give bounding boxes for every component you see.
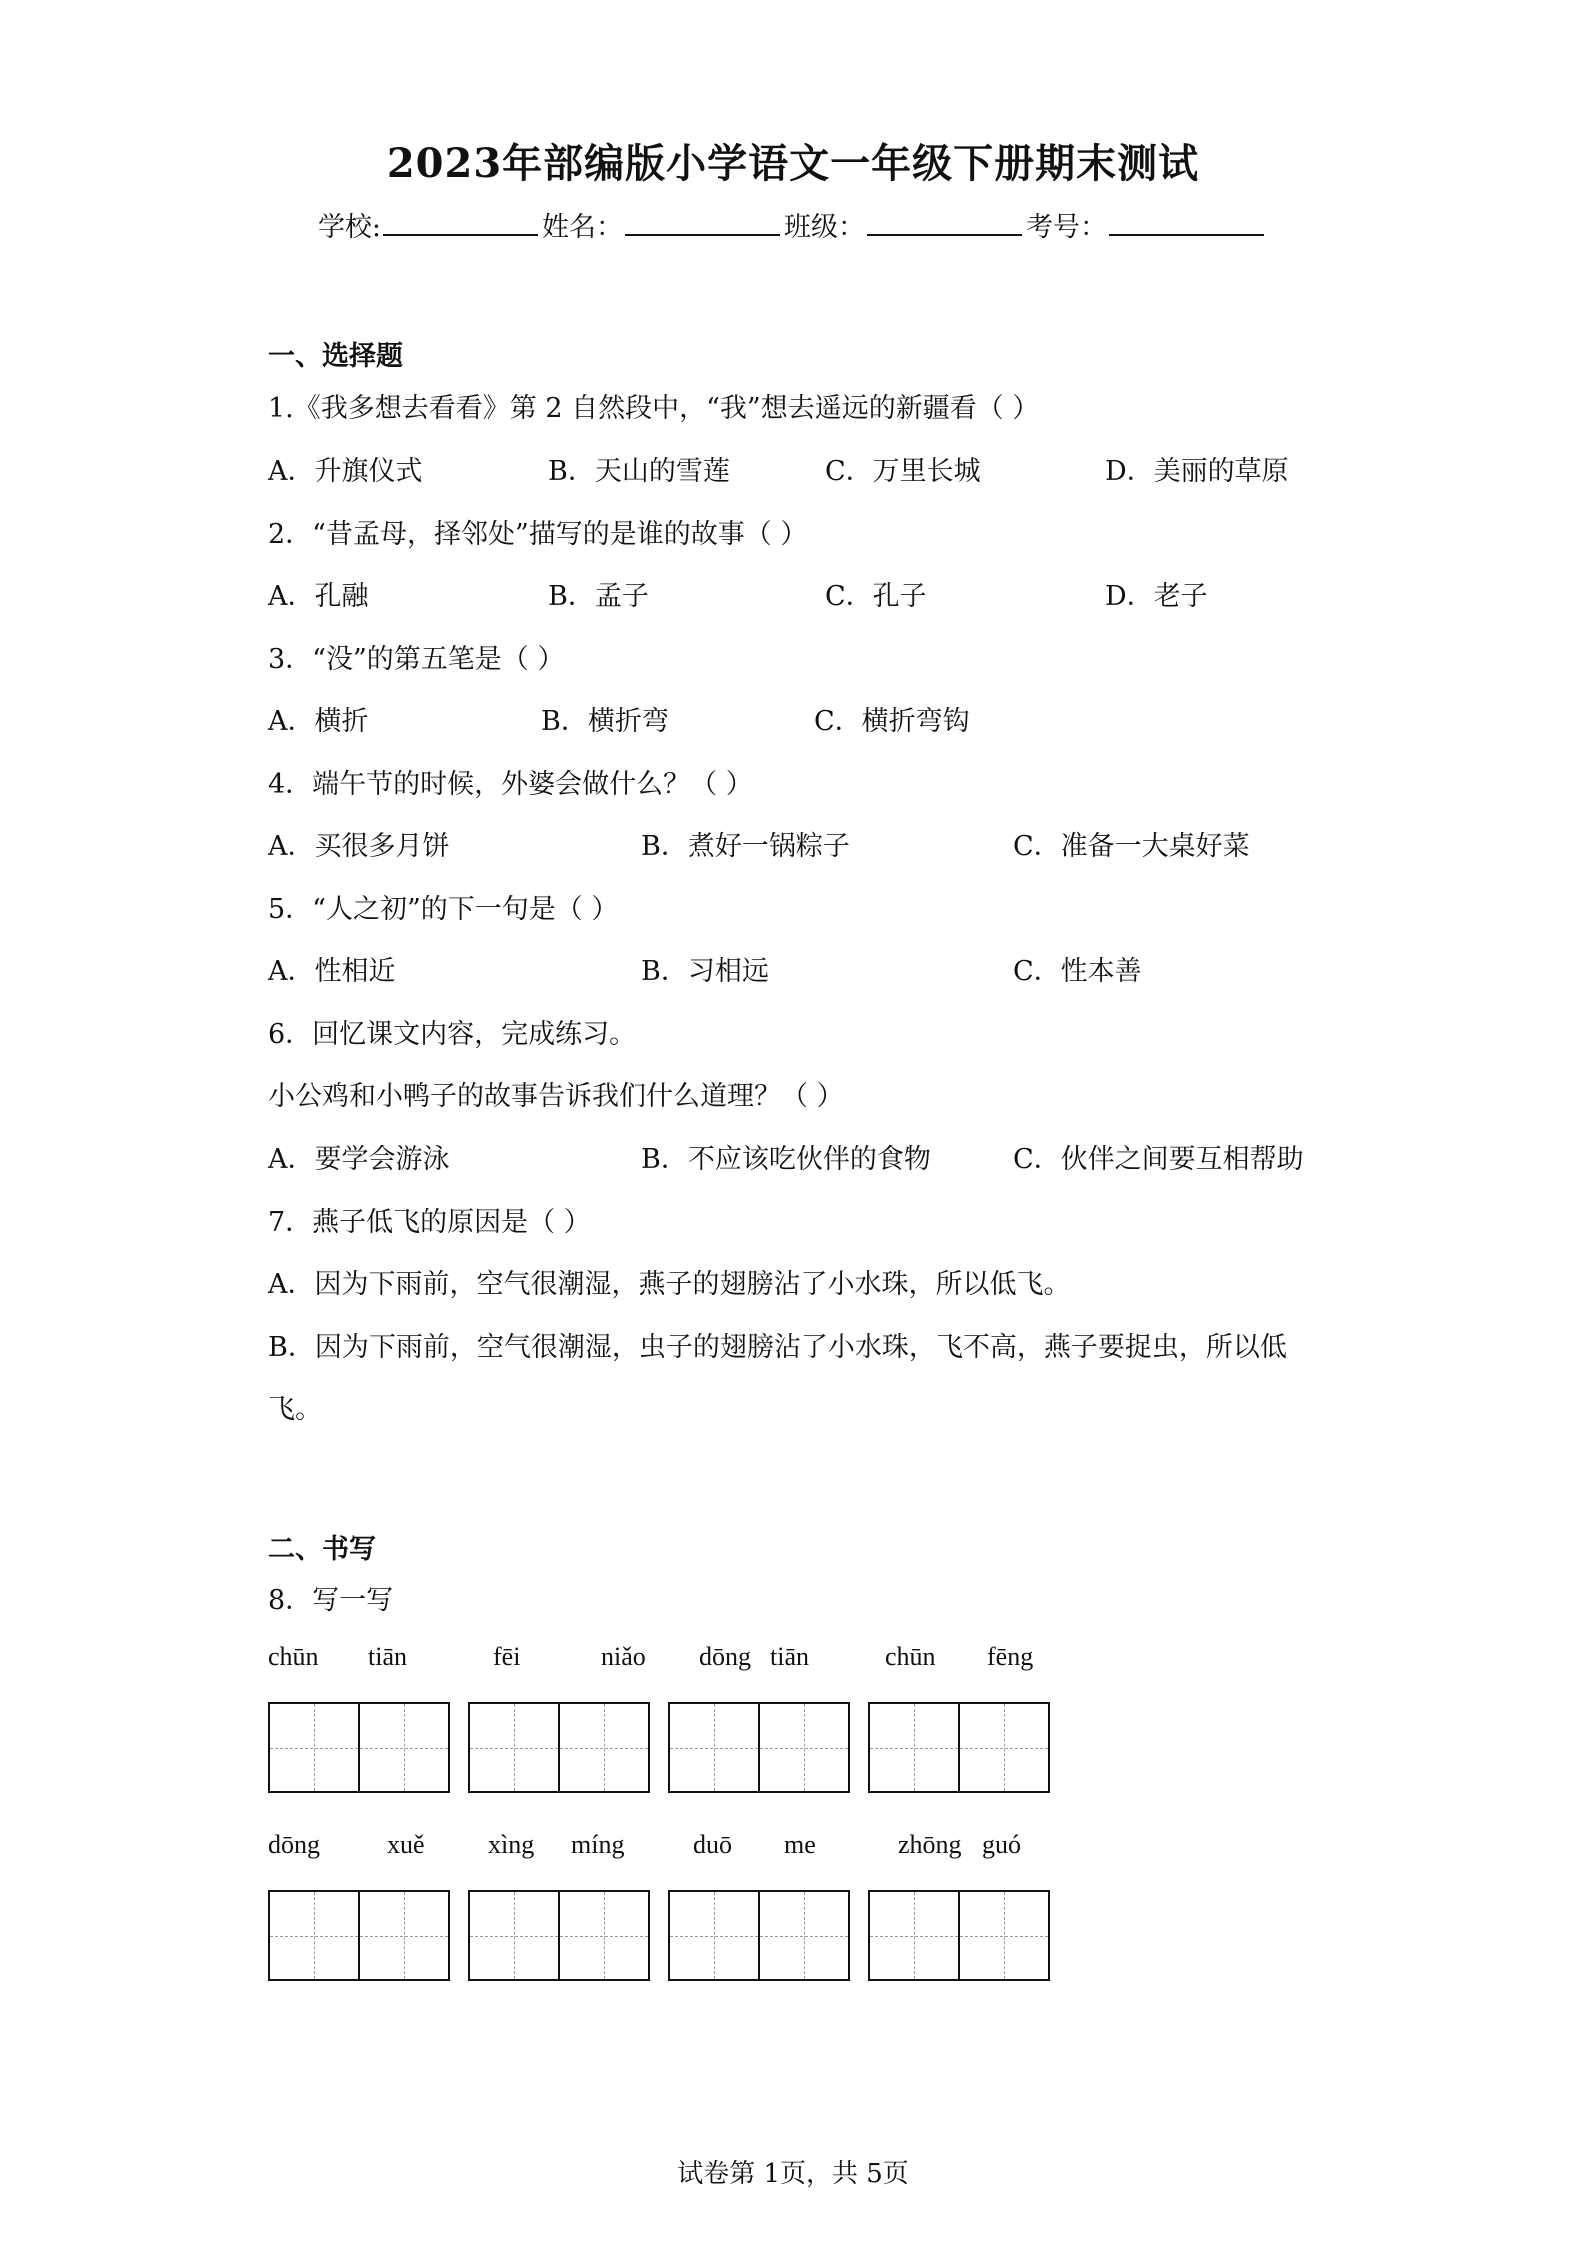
q1-option-c[interactable]: C．万里长城 xyxy=(825,456,981,487)
pinyin-label: zhōng xyxy=(898,1830,962,1859)
writing-cell[interactable] xyxy=(758,1892,848,1979)
writing-grid-dong-xue xyxy=(268,1890,450,1981)
question-5-stem: 5．“人之初”的下一句是（ ） xyxy=(268,894,619,925)
pinyin-label: míng xyxy=(571,1830,625,1859)
writing-cell[interactable] xyxy=(470,1892,558,1979)
q1-option-d[interactable]: D．美丽的草原 xyxy=(1105,456,1289,487)
pinyin-label: tiān xyxy=(368,1642,407,1671)
writing-cell[interactable] xyxy=(558,1704,648,1791)
q1-option-a[interactable]: A．升旗仪式 xyxy=(268,456,423,487)
q2-option-b[interactable]: B．孟子 xyxy=(548,581,649,612)
pinyin-label: fēi xyxy=(493,1642,521,1671)
student-info-line xyxy=(0,205,1586,244)
exam-no-label: 考号： xyxy=(1026,212,1108,243)
question-3-stem: 3．“没”的第五笔是（ ） xyxy=(268,644,565,675)
exam-no-blank[interactable] xyxy=(1109,210,1264,236)
school-label: 学校: xyxy=(317,212,382,243)
writing-grid-dong-tian xyxy=(668,1702,850,1793)
writing-cell[interactable] xyxy=(670,1892,758,1979)
q4-option-a[interactable]: A．买很多月饼 xyxy=(268,831,450,862)
question-4-stem: 4．端午节的时候，外婆会做什么？（ ） xyxy=(268,769,753,800)
q5-option-b[interactable]: B．习相远 xyxy=(641,956,769,987)
class-blank[interactable] xyxy=(867,210,1022,236)
pinyin-label: duō xyxy=(693,1830,732,1859)
section-choice-heading: 一、选择题 xyxy=(268,341,403,372)
q2-option-a[interactable]: A．孔融 xyxy=(268,581,369,612)
pinyin-label: guó xyxy=(982,1830,1021,1859)
question-2-stem: 2．“昔孟母，择邻处”描写的是谁的故事（ ） xyxy=(268,519,808,550)
writing-cell[interactable] xyxy=(470,1704,558,1791)
pinyin-label: xuě xyxy=(387,1830,425,1859)
writing-grid-chun-feng xyxy=(868,1702,1050,1793)
q3-option-a[interactable]: A．横折 xyxy=(268,706,369,737)
question-7-stem: 7．燕子低飞的原因是（ ） xyxy=(268,1207,591,1238)
page-footer: 试卷第 1页，共 5页 xyxy=(677,2159,909,2189)
pinyin-label: niǎo xyxy=(601,1642,646,1671)
question-6-stem: 6．回忆课文内容，完成练习。 xyxy=(268,1019,637,1050)
writing-cell[interactable] xyxy=(270,1704,358,1791)
writing-grid-duo-me xyxy=(668,1890,850,1981)
writing-cell[interactable] xyxy=(870,1704,958,1791)
writing-cell[interactable] xyxy=(758,1704,848,1791)
writing-grid-chunt-ian xyxy=(268,1702,450,1793)
q4-option-c[interactable]: C．准备一大桌好菜 xyxy=(1013,831,1250,862)
writing-grid-fei-niao xyxy=(468,1702,650,1793)
writing-grid-xing-ming xyxy=(468,1890,650,1981)
q5-option-c[interactable]: C．性本善 xyxy=(1013,956,1142,987)
school-blank[interactable] xyxy=(383,210,538,236)
q7-option-a[interactable]: A．因为下雨前，空气很潮湿，燕子的翅膀沾了小水珠，所以低飞。 xyxy=(268,1269,1071,1300)
question-6-subquestion: 小公鸡和小鸭子的故事告诉我们什么道理？（ ） xyxy=(268,1081,844,1112)
q1-option-b[interactable]: B．天山的雪莲 xyxy=(548,456,730,487)
q3-option-b[interactable]: B．横折弯 xyxy=(541,706,669,737)
pinyin-label: xìng xyxy=(488,1830,535,1859)
q4-option-b[interactable]: B．煮好一锅粽子 xyxy=(641,831,850,862)
writing-cell[interactable] xyxy=(670,1704,758,1791)
pinyin-label: chūn xyxy=(885,1642,936,1671)
q7-option-b-continuation: 飞。 xyxy=(268,1394,322,1425)
q6-option-b[interactable]: B．不应该吃伙伴的食物 xyxy=(641,1144,931,1175)
class-label: 班级： xyxy=(784,212,866,243)
name-blank[interactable] xyxy=(625,210,780,236)
q6-option-a[interactable]: A．要学会游泳 xyxy=(268,1144,450,1175)
q2-option-d[interactable]: D．老子 xyxy=(1105,581,1208,612)
pinyin-label: fēng xyxy=(987,1642,1034,1671)
writing-cell[interactable] xyxy=(558,1892,648,1979)
section-writing-heading: 二、书写 xyxy=(268,1534,376,1565)
pinyin-label: me xyxy=(784,1830,816,1859)
pinyin-label: tiān xyxy=(770,1642,809,1671)
q3-option-c[interactable]: C．横折弯钩 xyxy=(814,706,970,737)
q7-option-b[interactable]: B．因为下雨前，空气很潮湿，虫子的翅膀沾了小水珠，飞不高，燕子要捉虫，所以低 xyxy=(268,1332,1287,1363)
q5-option-a[interactable]: A．性相近 xyxy=(268,956,396,987)
writing-grid-zhong-guo xyxy=(868,1890,1050,1981)
q6-option-c[interactable]: C．伙伴之间要互相帮助 xyxy=(1013,1144,1304,1175)
writing-cell[interactable] xyxy=(358,1892,448,1979)
page-title: 2023年部编版小学语文一年级下册期末测试 xyxy=(386,140,1200,187)
writing-cell[interactable] xyxy=(958,1704,1048,1791)
pinyin-label: chūn xyxy=(268,1642,319,1671)
q2-option-c[interactable]: C．孔子 xyxy=(825,581,927,612)
writing-cell[interactable] xyxy=(870,1892,958,1979)
writing-cell[interactable] xyxy=(358,1704,448,1791)
question-8-stem: 8．写一写 xyxy=(268,1585,394,1616)
pinyin-label: dōng xyxy=(268,1830,320,1859)
question-1-stem: 1.《我多想去看看》第 2 自然段中，“我”想去遥远的新疆看（ ） xyxy=(268,393,1040,424)
writing-cell[interactable] xyxy=(270,1892,358,1979)
pinyin-label: dōng xyxy=(699,1642,751,1671)
writing-cell[interactable] xyxy=(958,1892,1048,1979)
name-label: 姓名： xyxy=(542,212,624,243)
